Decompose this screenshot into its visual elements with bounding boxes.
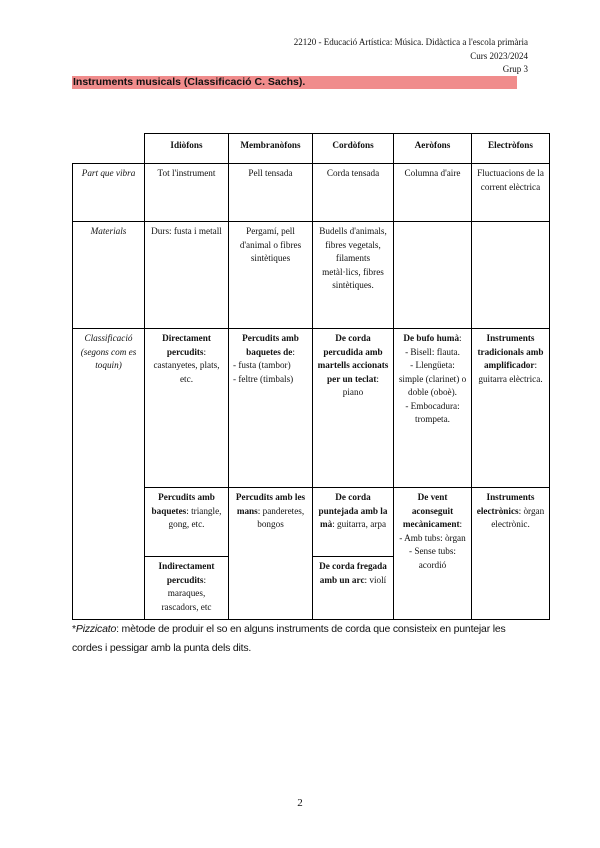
bold-term: Percudits amb baquetes: [151, 492, 215, 516]
course-group: Grup 3: [502, 64, 528, 74]
course-year: Curs 2023/2024: [470, 50, 528, 61]
row-label-materials: Materials: [73, 222, 145, 329]
bold-term: De corda fregada amb un arc: [319, 561, 387, 585]
table-cell: [145, 557, 229, 620]
table-cell: [313, 557, 394, 620]
table-cell: Pergamí, pell d'animal o fibres sintètiques: [229, 222, 313, 329]
table-cell: [472, 329, 550, 488]
cell-text: : violí: [364, 574, 387, 585]
bold-term: Indirectament percudits: [158, 561, 215, 585]
row-label-part: Part que vibra: [73, 164, 145, 222]
bold-term: De corda puntejada amb la mà: [318, 492, 388, 529]
table-row: [73, 488, 550, 557]
bold-term: Directament percudits: [162, 333, 211, 357]
bold-term: De corda percudida amb martells accionats per un teclat: [317, 333, 389, 384]
cell-text: : guitarra, arpa: [332, 519, 387, 529]
footnote-term: Pizzicato: [75, 623, 117, 635]
table-row: [73, 329, 550, 488]
table-cell: Fluctuacions de la corrent elèctrica: [472, 164, 550, 222]
column-header: Membranòfons: [229, 134, 313, 164]
table-header-row: [73, 134, 550, 164]
page-title: Instruments musicals (Classificació C. Sachs).: [72, 76, 517, 89]
instruments-table: [72, 133, 550, 620]
table-cell: De vent aconseguit mecànicament: - Amb tubs: òrgan - Sense tubs: acordió: [394, 488, 472, 620]
table-cell: Corda tensada: [313, 164, 394, 222]
empty-corner-cell: [73, 134, 145, 164]
column-header: Idiòfons: [145, 134, 229, 164]
table-cell: [394, 222, 472, 329]
list-item: - Amb tubs: òrgan: [399, 532, 466, 543]
table-cell: [472, 222, 550, 329]
bold-term: De vent aconseguit mecànicament: [402, 492, 460, 529]
course-title: 22120 - Educació Artística: Música. Didàctica a l'escola primària: [293, 37, 528, 47]
list-item: - Llengüeta: simple (clarinet) o doble (oboè).: [398, 360, 467, 397]
cell-text: : maraques, rascadors, etc: [161, 574, 212, 612]
cell-text: : òrgan electrònic.: [491, 505, 545, 529]
table-cell: De bufo humà: - Bisell: flauta. - Llengüeta: simple (clarinet) o doble (oboè). - Embocadura: trompeta.: [394, 329, 472, 488]
column-header: Electròfons: [472, 134, 550, 164]
table-cell: [313, 329, 394, 488]
table-cell: Columna d'aire: [394, 164, 472, 222]
cell-text: : guitarra elèctrica.: [478, 360, 543, 384]
column-header: Cordòfons: [313, 134, 394, 164]
table-cell: [145, 488, 229, 557]
bold-term: Instruments tradicionals amb amplificador: [477, 333, 544, 370]
table-cell: Tot l'instrument: [145, 164, 229, 222]
list-item: - fusta (tambor): [233, 360, 291, 370]
footnote-star: *: [72, 623, 76, 635]
table-cell: Pell tensada: [229, 164, 313, 222]
table-cell: Percudits amb baquetes de: - fusta (tambor) - feltre (timbals): [229, 329, 313, 488]
cell-text: : castanyetes, plats, etc.: [153, 346, 220, 384]
table-cell: Budells d'animals, fibres vegetals, filaments metàl·lics, fibres sintètiques.: [313, 222, 394, 329]
bold-term: Instruments electrònics: [476, 492, 535, 516]
table-cell: [472, 488, 550, 620]
row-label-classification: Classificació (segons com es toquin): [73, 329, 145, 620]
bold-term: Percudits amb baquetes de: [242, 333, 299, 357]
cell-text: : triangle, gong, etc.: [168, 505, 222, 529]
footnote-text: : mètode de produir el so en alguns instruments de corda que consisteix en puntejar les cordes i pessigar amb la punta dels dits.: [72, 623, 506, 654]
page-number: 2: [297, 797, 303, 809]
table-cell: Durs: fusta i metall: [145, 222, 229, 329]
list-item: - Sense tubs: acordió: [409, 546, 456, 570]
document-header: [294, 36, 528, 77]
cell-text: : panderetes, bongos: [257, 505, 305, 529]
table-cell: [145, 329, 229, 488]
table-cell: [313, 488, 394, 557]
bold-term: Percudits amb les mans: [235, 492, 306, 516]
table-row: [73, 222, 550, 329]
table-cell: [229, 488, 313, 620]
list-item: - feltre (timbals): [233, 373, 294, 384]
bold-term: De bufo humà: [403, 333, 460, 343]
list-item: - Embocadura: trompeta.: [405, 400, 460, 424]
column-header: Aeròfons: [394, 134, 472, 164]
table-row: [73, 164, 550, 222]
list-item: - Bisell: flauta.: [405, 346, 460, 357]
cell-text: : piano: [342, 373, 379, 397]
footnote: [72, 620, 532, 658]
